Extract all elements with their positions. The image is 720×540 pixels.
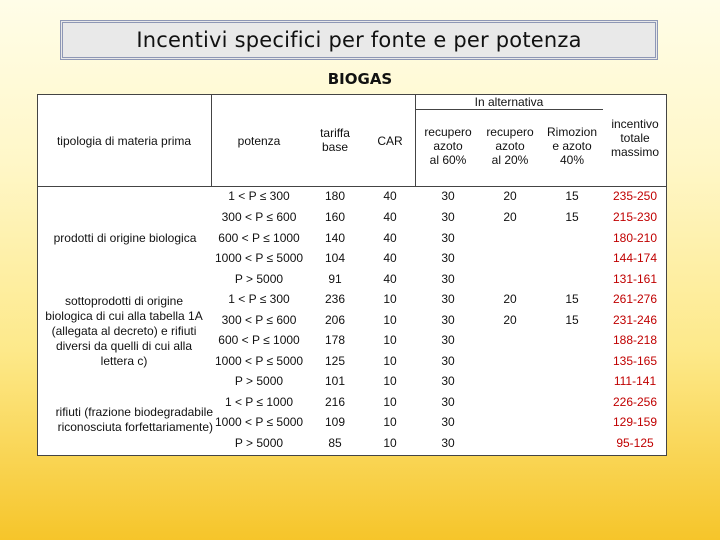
header-incentivo-line1: incentivo xyxy=(611,117,659,131)
cell-incentivo-totale: 95-125 xyxy=(616,436,654,450)
cell-recupero-60: 30 xyxy=(441,313,455,327)
group-sottoprodotti-line4: diversi da quelli di cui alla xyxy=(55,339,193,353)
cell-potenza: 1000 < P ≤ 5000 xyxy=(215,251,304,265)
header-rimozione-line3: 40% xyxy=(559,153,585,167)
group-sottoprodotti-line5: lettera c) xyxy=(100,354,148,368)
cell-recupero-20: 20 xyxy=(503,292,517,306)
cell-car: 10 xyxy=(383,333,397,347)
cell-incentivo-totale: 215-230 xyxy=(612,210,658,224)
cell-recupero-60: 30 xyxy=(441,272,455,286)
cell-potenza: 1 < P ≤ 300 xyxy=(228,189,290,203)
cell-potenza: 300 < P ≤ 600 xyxy=(221,313,297,327)
cell-recupero-20: 20 xyxy=(503,210,517,224)
cell-tariffa: 104 xyxy=(324,251,346,265)
cell-tariffa: 216 xyxy=(324,395,346,409)
cell-recupero-60: 30 xyxy=(441,415,455,429)
alternativa-underline xyxy=(415,109,603,110)
cell-potenza: 1 < P ≤ 1000 xyxy=(224,395,294,409)
cell-recupero-60: 30 xyxy=(441,292,455,306)
cell-potenza: P > 5000 xyxy=(234,272,284,286)
header-rimozione-line2: e azoto xyxy=(552,139,592,153)
header-recupero-60-line3: al 60% xyxy=(429,153,467,167)
cell-car: 10 xyxy=(383,292,397,306)
cell-car: 10 xyxy=(383,374,397,388)
header-recupero-60 xyxy=(417,125,479,167)
cell-potenza: 300 < P ≤ 600 xyxy=(221,210,297,224)
header-divider-1 xyxy=(211,94,212,187)
cell-incentivo-totale: 226-256 xyxy=(612,395,658,409)
header-recupero-60-line1: recupero xyxy=(424,125,472,139)
header-bottom-line xyxy=(37,186,667,187)
cell-potenza: 600 < P ≤ 1000 xyxy=(218,231,300,245)
header-tariffa-line2: base xyxy=(321,140,349,154)
cell-car: 10 xyxy=(383,395,397,409)
cell-incentivo-totale: 261-276 xyxy=(612,292,658,306)
cell-recupero-60: 30 xyxy=(441,251,455,265)
table-border-left xyxy=(37,94,38,456)
cell-recupero-60: 30 xyxy=(441,189,455,203)
header-rimozione-line1: Rimozion xyxy=(546,125,597,139)
section-title: BIOGAS xyxy=(327,70,393,88)
cell-rimozione: 15 xyxy=(565,210,579,224)
header-tipologia: tipologia di materia prima xyxy=(56,134,192,148)
cell-recupero-20: 20 xyxy=(503,189,517,203)
cell-recupero-60: 30 xyxy=(441,333,455,347)
cell-tariffa: 140 xyxy=(324,231,346,245)
header-car: CAR xyxy=(377,134,403,148)
cell-car: 40 xyxy=(383,272,397,286)
cell-potenza: P > 5000 xyxy=(234,436,284,450)
header-recupero-60-line2: azoto xyxy=(433,139,463,153)
cell-potenza: 600 < P ≤ 1000 xyxy=(218,333,300,347)
cell-car: 10 xyxy=(383,354,397,368)
cell-car: 10 xyxy=(383,415,397,429)
cell-car: 10 xyxy=(383,436,397,450)
cell-tariffa: 109 xyxy=(324,415,346,429)
cell-tariffa: 178 xyxy=(324,333,346,347)
group-sottoprodotti-line2: biologica di cui alla tabella 1A xyxy=(45,309,203,323)
cell-incentivo-totale: 180-210 xyxy=(612,231,658,245)
cell-car: 40 xyxy=(383,210,397,224)
cell-car: 40 xyxy=(383,251,397,265)
cell-recupero-60: 30 xyxy=(441,395,455,409)
header-tariffa xyxy=(311,126,359,154)
slide-title: Incentivi specifici per fonte e per potenza xyxy=(60,20,658,60)
cell-incentivo-totale: 188-218 xyxy=(612,333,658,347)
table-border-bottom xyxy=(37,455,667,456)
header-incentivo-line2: totale xyxy=(620,131,650,145)
cell-incentivo-totale: 111-141 xyxy=(613,374,657,388)
cell-incentivo-totale: 131-161 xyxy=(612,272,658,286)
cell-rimozione: 15 xyxy=(565,292,579,306)
cell-tariffa: 125 xyxy=(324,354,346,368)
header-tariffa-line1: tariffa xyxy=(320,126,350,140)
cell-tariffa: 101 xyxy=(324,374,346,388)
group-label-prodotti: prodotti di origine biologica xyxy=(53,231,197,245)
header-recupero-20-line3: al 20% xyxy=(491,153,529,167)
cell-car: 10 xyxy=(383,313,397,327)
cell-recupero-60: 30 xyxy=(441,436,455,450)
group-rifiuti-line1: rifiuti (frazione biodegradabile xyxy=(55,405,213,419)
group-label-rifiuti xyxy=(23,405,213,435)
incentive-table xyxy=(37,94,667,456)
cell-potenza: 1000 < P ≤ 5000 xyxy=(215,354,304,368)
cell-incentivo-totale: 144-174 xyxy=(612,251,658,265)
cell-car: 40 xyxy=(383,189,397,203)
cell-incentivo-totale: 135-165 xyxy=(612,354,658,368)
group-sottoprodotti-line1: sottoprodotti di origine xyxy=(64,294,184,308)
cell-recupero-20: 20 xyxy=(503,313,517,327)
cell-tariffa: 180 xyxy=(324,189,346,203)
group-sottoprodotti-line3: (allegata al decreto) e rifiuti xyxy=(51,324,197,338)
cell-car: 40 xyxy=(383,231,397,245)
header-incentivo-line3: massimo xyxy=(610,145,659,159)
cell-recupero-60: 30 xyxy=(441,210,455,224)
group-label-sottoprodotti xyxy=(37,294,211,369)
cell-rimozione: 15 xyxy=(565,189,579,203)
header-recupero-20-line1: recupero xyxy=(486,125,534,139)
cell-tariffa: 91 xyxy=(328,272,342,286)
group-rifiuti-line2: riconosciuta forfettariamente) xyxy=(57,420,213,434)
cell-incentivo-totale: 235-250 xyxy=(612,189,658,203)
cell-tariffa: 206 xyxy=(324,313,346,327)
header-recupero-20 xyxy=(479,125,541,167)
cell-tariffa: 85 xyxy=(328,436,342,450)
cell-incentivo-totale: 129-159 xyxy=(612,415,658,429)
cell-recupero-60: 30 xyxy=(441,354,455,368)
cell-potenza: 1000 < P ≤ 5000 xyxy=(215,415,304,429)
cell-incentivo-totale: 231-246 xyxy=(612,313,658,327)
cell-tariffa: 160 xyxy=(324,210,346,224)
header-recupero-20-line2: azoto xyxy=(495,139,525,153)
header-potenza: potenza xyxy=(237,134,281,148)
cell-recupero-60: 30 xyxy=(441,231,455,245)
cell-tariffa: 236 xyxy=(324,292,346,306)
cell-recupero-60: 30 xyxy=(441,374,455,388)
cell-potenza: P > 5000 xyxy=(234,374,284,388)
header-incentivo xyxy=(603,117,667,159)
header-in-alternativa: In alternativa xyxy=(474,95,544,109)
cell-potenza: 1 < P ≤ 300 xyxy=(228,292,290,306)
header-rimozione xyxy=(541,125,603,167)
cell-rimozione: 15 xyxy=(565,313,579,327)
